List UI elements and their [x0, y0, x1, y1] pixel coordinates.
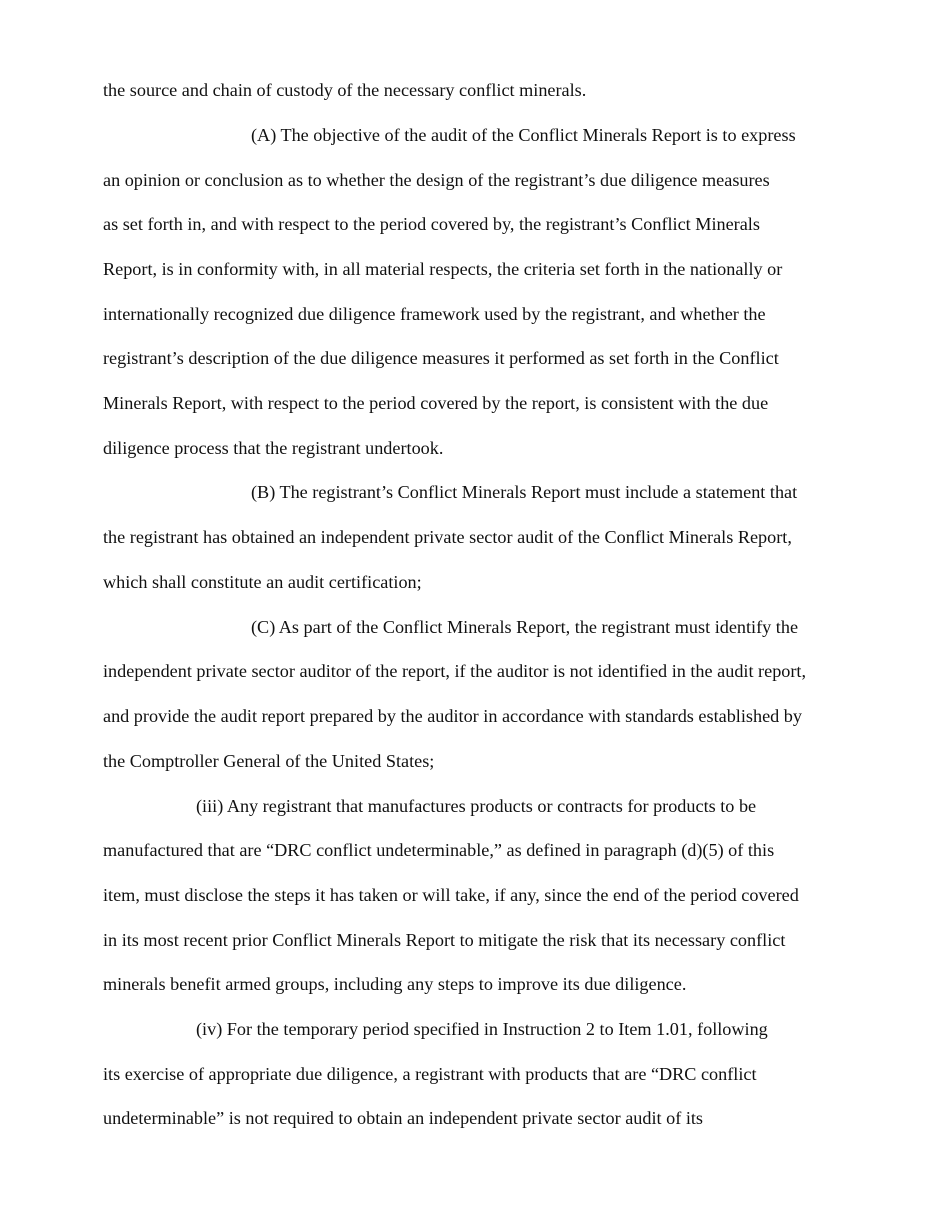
text-line: the source and chain of custody of the necessary conflict minerals.	[103, 80, 587, 100]
text-line: undeterminable” is not required to obtain an independent private sector audit of its	[103, 1108, 704, 1128]
text-line: the registrant has obtained an independent private sector audit of the Conflict Minerals Report,	[103, 527, 792, 547]
text-line: an opinion or conclusion as to whether the design of the registrant’s due diligence measures	[103, 170, 770, 190]
paragraph-a-first-line: (A) The objective of the audit of the Conflict Minerals Report is to express	[251, 125, 796, 145]
text-line: minerals benefit armed groups, including any steps to improve its due diligence.	[103, 974, 687, 994]
paragraph-iii-first-line: (iii) Any registrant that manufactures products or contracts for products to be	[196, 796, 757, 816]
text-line: independent private sector auditor of the report, if the auditor is not identified in the audit report,	[103, 661, 807, 681]
text-line: registrant’s description of the due diligence measures it performed as set forth in the Conflict	[103, 348, 779, 368]
text-line: in its most recent prior Conflict Minerals Report to mitigate the risk that its necessary conflict	[103, 930, 786, 950]
text-line: the Comptroller General of the United States;	[103, 751, 435, 771]
text-line: manufactured that are “DRC conflict undeterminable,” as defined in paragraph (d)(5) of this	[103, 840, 775, 860]
paragraph-b-first-line: (B) The registrant’s Conflict Minerals Report must include a statement that	[251, 482, 798, 502]
paragraph-c-first-line: (C) As part of the Conflict Minerals Report, the registrant must identify the	[251, 617, 799, 637]
text-line: item, must disclose the steps it has taken or will take, if any, since the end of the period covered	[103, 885, 799, 905]
text-line: as set forth in, and with respect to the period covered by, the registrant’s Conflict Minerals	[103, 214, 760, 234]
text-line: internationally recognized due diligence framework used by the registrant, and whether the	[103, 304, 766, 324]
text-line: and provide the audit report prepared by the auditor in accordance with standards established by	[103, 706, 802, 726]
paragraph-iv-first-line: (iv) For the temporary period specified in Instruction 2 to Item 1.01, following	[196, 1019, 768, 1039]
text-line: Minerals Report, with respect to the period covered by the report, is consistent with the due	[103, 393, 769, 413]
text-line: Report, is in conformity with, in all material respects, the criteria set forth in the nationally or	[103, 259, 783, 279]
text-line: its exercise of appropriate due diligence, a registrant with products that are “DRC conflict	[103, 1064, 757, 1084]
text-line: diligence process that the registrant undertook.	[103, 438, 444, 458]
text-line: which shall constitute an audit certification;	[103, 572, 422, 592]
